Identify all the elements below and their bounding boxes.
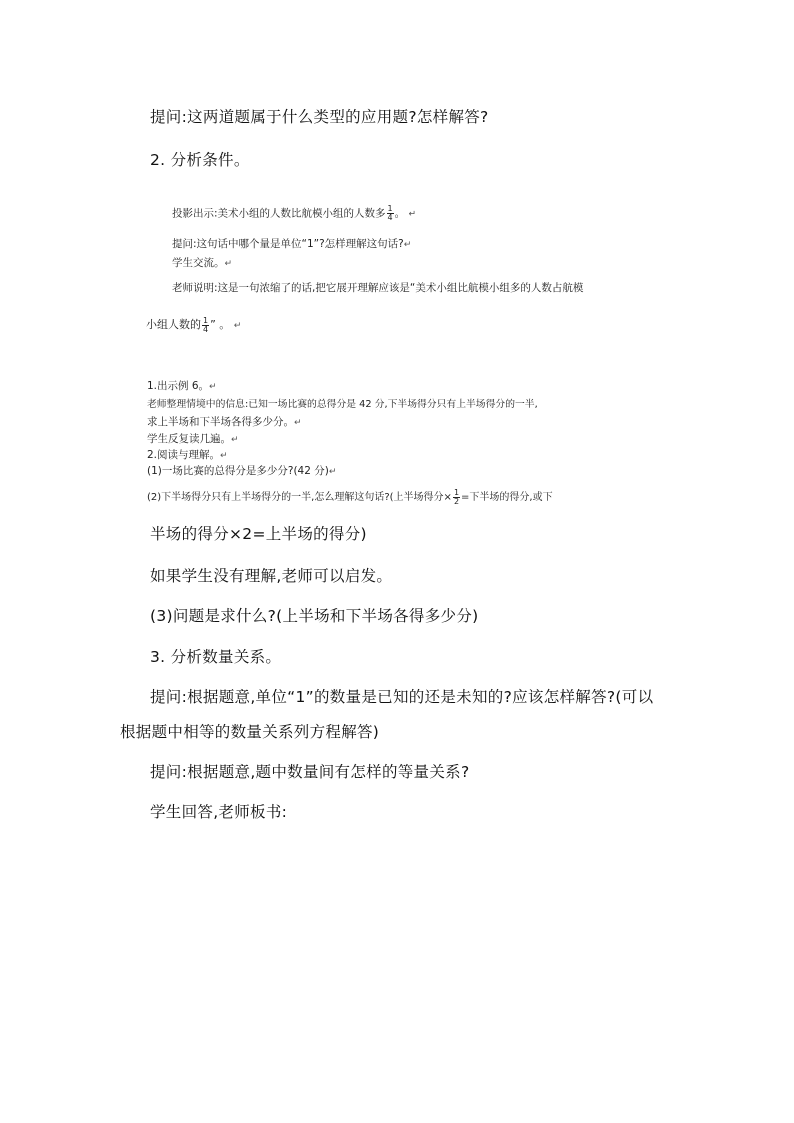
question-unit-one-line-2: 根据题中相等的数量关系列方程解答) xyxy=(120,723,380,741)
student-answer-board: 学生回答,老师板书: xyxy=(150,803,288,821)
fraction-quarter: $\frac{1}{4}$ xyxy=(387,204,393,222)
return-mark-icon: ↵ xyxy=(233,321,242,331)
fraction-half: $\frac{1}{2}$ xyxy=(453,487,460,506)
img2-line-7: (2)下半场得分只有上半场得分的一半,怎么理解这句话?(上半场得分× $\frac{1}{2}$ =下半场的得分,或下 xyxy=(147,487,553,506)
img2-line-6: (1)一场比赛的总得分是多少分?(42 分)↵ xyxy=(147,465,337,477)
img1-line-3: 学生交流。↵ xyxy=(172,257,233,269)
question-equal-relation: 提问:根据题意,题中数量间有怎样的等量关系? xyxy=(150,763,470,781)
return-mark-icon: ↵ xyxy=(294,418,302,428)
teacher-hint: 如果学生没有理解,老师可以启发。 xyxy=(150,567,393,585)
img2-line-2: 老师整理情境中的信息:已知一场比赛的总得分是 42 分,下半场得分只有上半场得分的一半, xyxy=(147,399,538,410)
section-analyze-quantities: 3. 分析数量关系。 xyxy=(150,648,282,666)
img1-line-4: 老师说明:这是一句浓缩了的话,把它展开理解应该是“美术小组比航模小组多的人数占航模 xyxy=(172,282,584,294)
return-mark-icon: ↵ xyxy=(408,209,417,220)
return-mark-icon: ↵ xyxy=(231,435,239,445)
return-mark-icon: ↵ xyxy=(224,259,233,269)
img1-line-1: 投影出示:美术小组的人数比航模小组的人数多 $\frac{1}{4}$ 。 ↵ xyxy=(172,204,417,222)
return-mark-icon: ↵ xyxy=(403,240,412,250)
return-mark-icon: ↵ xyxy=(220,451,228,461)
return-mark-icon: ↵ xyxy=(328,467,337,477)
img2-line-1: 1.出示例 6。↵ xyxy=(147,380,217,392)
half-score-relation: 半场的得分×2=上半场的得分) xyxy=(150,525,367,543)
img2-line-4: 学生反复读几遍。↵ xyxy=(147,433,239,445)
return-mark-icon: ↵ xyxy=(209,382,217,392)
img1-line-5: 小组人数的 $\frac{1}{4}$ ” 。 ↵ xyxy=(146,315,242,334)
question-what-to-find: (3)问题是求什么?(上半场和下半场各得多少分) xyxy=(150,607,479,625)
question-problem-type: 提问:这两道题属于什么类型的应用题?怎样解答? xyxy=(150,108,489,126)
img2-line-5: 2.阅读与理解。↵ xyxy=(147,449,228,461)
section-analyze-conditions: 2. 分析条件。 xyxy=(150,151,250,169)
img1-line-1-text: 投影出示:美术小组的人数比航模小组的人数多 xyxy=(172,207,386,220)
img2-line-3: 求上半场和下半场各得多少分。↵ xyxy=(147,416,302,428)
fraction-quarter: $\frac{1}{4}$ xyxy=(203,315,209,334)
question-unit-one-line-1: 提问:根据题意,单位“1”的数量是已知的还是未知的?应该怎样解答?(可以 xyxy=(150,688,654,706)
img1-line-2: 提问:这句话中哪个量是单位“1”?怎样理解这句话?↵ xyxy=(172,238,412,250)
